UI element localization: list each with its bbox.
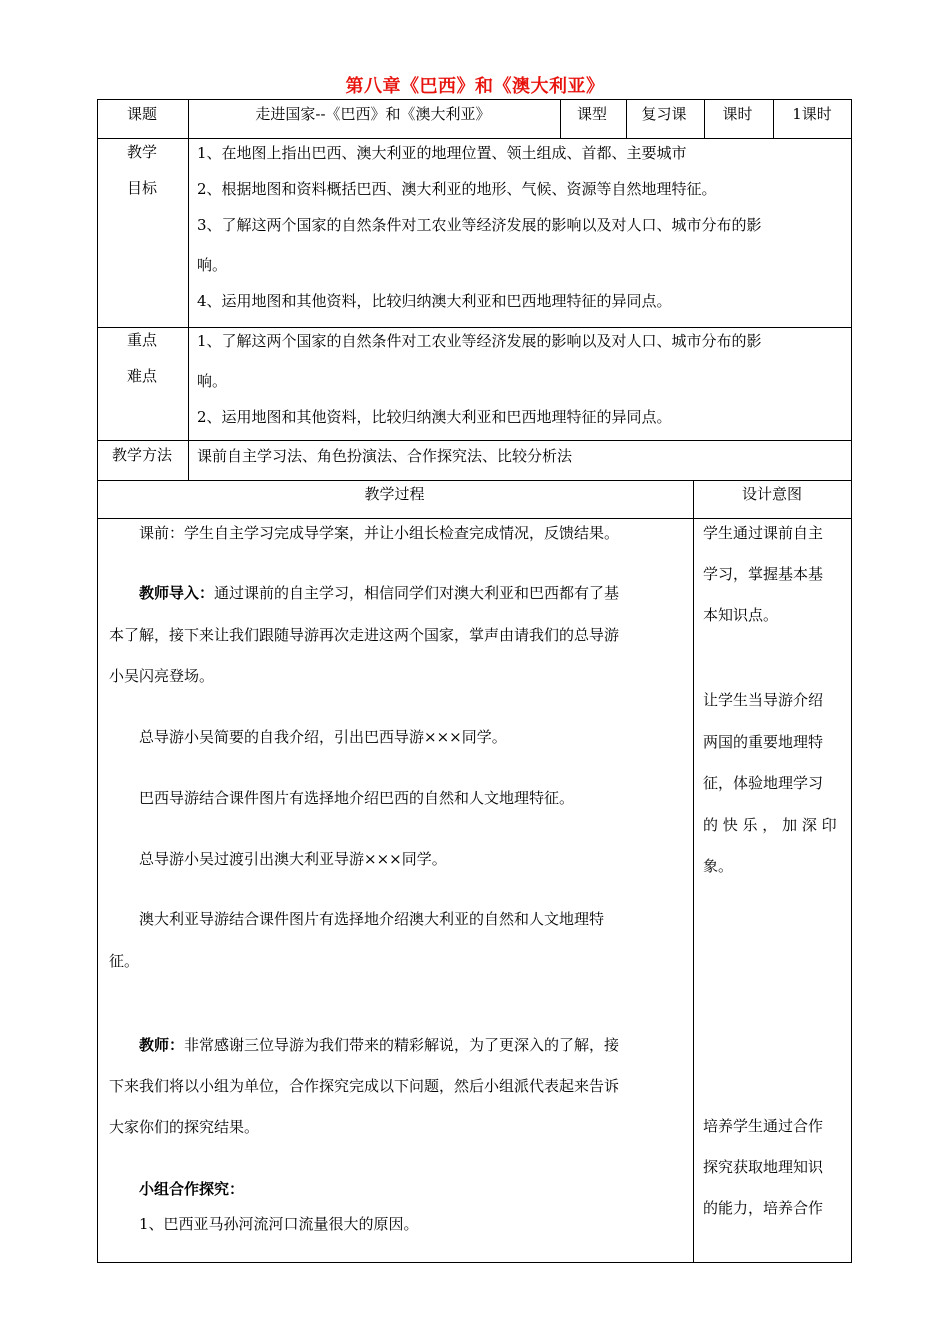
objective-item: 4、运用地图和其他资料，比较归纳澳大利亚和巴西地理特征的异同点。	[197, 292, 672, 310]
col-divider	[188, 100, 189, 480]
teacher-speech-text: 非常感谢三位导游为我们带来的精彩解说，为了更深入的了解，接	[184, 1036, 620, 1054]
key-points-label: 重点	[126, 331, 157, 349]
row-divider	[98, 440, 851, 441]
objective-item: 2、根据地图和资料概括巴西、澳大利亚的地形、气候、资源等自然地理特征。	[197, 180, 717, 198]
process-paragraph: 总导游小吴过渡引出澳大利亚导游×××同学。	[139, 850, 447, 868]
row-divider	[98, 518, 851, 519]
teacher-speech-text: 大家你们的探究结果。	[109, 1118, 260, 1136]
objective-item: 3、了解这两个国家的自然条件对工农业等经济发展的影响以及对人口、城市分布的影	[197, 216, 762, 234]
process-header: 教学过程	[364, 485, 425, 503]
inquiry-question: 1、巴西亚马孙河流河口流量很大的原因。	[139, 1215, 419, 1233]
key-point-item: 响。	[197, 372, 228, 390]
objectives-label: 目标	[126, 179, 157, 197]
objectives-label: 教学	[126, 143, 157, 161]
methods-label: 教学方法	[111, 446, 172, 464]
key-point-item: 1、了解这两个国家的自然条件对工农业等经济发展的影响以及对人口、城市分布的影	[197, 332, 762, 350]
topic-label: 课题	[126, 105, 157, 123]
intent-text: 两国的重要地理特	[703, 733, 824, 751]
process-paragraph: 巴西导游结合课件图片有选择地介绍巴西的自然和人文地理特征。	[139, 789, 575, 807]
process-paragraph: 澳大利亚导游结合课件图片有选择地介绍澳大利亚的自然和人文地理特	[139, 910, 605, 928]
topic-value: 走进国家--《巴西》和《澳大利亚》	[255, 105, 491, 123]
intent-text: 探究获取地理知识	[703, 1158, 824, 1176]
teacher-speech-text: 下来我们将以小组为单位，合作探究完成以下问题，然后小组派代表起来告诉	[109, 1077, 620, 1095]
teacher-intro	[139, 582, 619, 603]
teacher-speech	[139, 1034, 619, 1055]
intent-text: 象。	[703, 857, 734, 875]
process-paragraph: 征。	[109, 952, 140, 970]
methods-value: 课前自主学习法、角色扮演法、合作探究法、比较分析法	[197, 447, 573, 465]
intent-text: 本知识点。	[703, 606, 779, 624]
key-point-item: 2、运用地图和其他资料，比较归纳澳大利亚和巴西地理特征的异同点。	[197, 408, 672, 426]
row-divider	[98, 327, 851, 328]
teacher-intro-text: 通过课前的自主学习，相信同学们对澳大利亚和巴西都有了基	[214, 584, 620, 602]
intent-text: 的能力，培养合作	[703, 1199, 824, 1217]
intent-text: 的 快 乐 ， 加 深 印	[703, 816, 837, 834]
hours-value: 1课时	[792, 105, 832, 123]
intent-text: 培养学生通过合作	[703, 1117, 824, 1135]
group-inquiry-heading: 小组合作探究：	[139, 1180, 245, 1198]
teacher-intro-text: 本了解，接下来让我们跟随导游再次走进这两个国家，掌声由请我们的总导游	[109, 626, 620, 644]
type-value: 复习课	[641, 105, 687, 123]
hours-label: 课时	[722, 105, 753, 123]
row-divider	[98, 138, 851, 139]
col-divider	[693, 480, 694, 1262]
key-points-label: 难点	[126, 367, 157, 385]
intent-text: 学生通过课前自主	[703, 524, 824, 542]
objective-item: 1、在地图上指出巴西、澳大利亚的地理位置、领土组成、首都、主要城市	[197, 144, 687, 162]
process-paragraph: 总导游小吴简要的自我介绍，引出巴西导游×××同学。	[139, 728, 507, 746]
intent-text: 让学生当导游介绍	[703, 691, 824, 709]
pre-class-text: 课前：学生自主学习完成导学案，并让小组长检查完成情况，反馈结果。	[139, 524, 620, 542]
objective-item: 响。	[197, 256, 228, 274]
teacher-intro-text: 小吴闪亮登场。	[109, 667, 215, 685]
intent-text: 征，体验地理学习	[703, 774, 824, 792]
intent-text: 学习，掌握基本基	[703, 565, 824, 583]
type-label: 课型	[576, 105, 607, 123]
intent-header: 设计意图	[741, 485, 802, 503]
teacher-speech-heading: 教师：	[139, 1036, 185, 1054]
document-title: 第八章《巴西》和《澳大利亚》	[345, 76, 605, 97]
row-divider	[98, 480, 851, 481]
teacher-intro-heading: 教师导入：	[139, 584, 215, 602]
